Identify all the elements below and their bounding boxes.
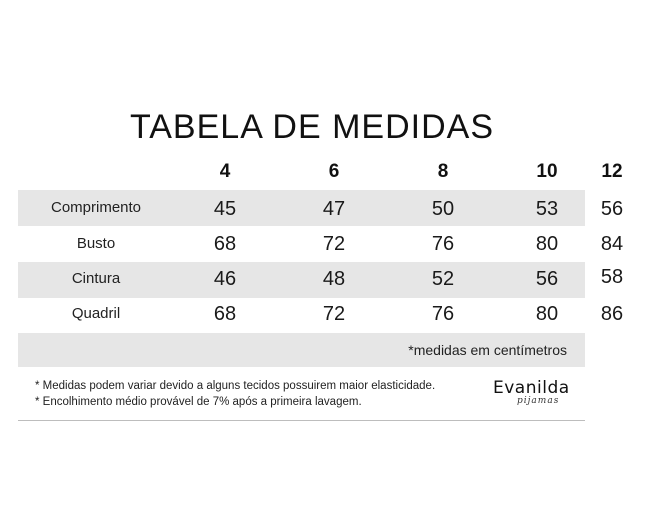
page-title: TABELA DE MEDIDAS [130, 108, 495, 146]
table-cell: 80 [535, 303, 559, 325]
table-cell: 76 [431, 233, 455, 255]
table-cell: 46 [213, 268, 237, 290]
table-cell: 72 [322, 303, 346, 325]
table-cell: 45 [213, 198, 237, 220]
size-header-10: 10 [536, 161, 558, 182]
size-header-8: 8 [437, 161, 449, 182]
table-cell: 52 [431, 268, 455, 290]
table-cell: 56 [600, 198, 624, 220]
bottom-divider [18, 420, 585, 421]
table-cell: 58 [600, 266, 624, 288]
size-header-12: 12 [601, 161, 623, 182]
brand-subtitle: pijamas [517, 396, 560, 406]
brand-name: Evanilda [493, 378, 570, 398]
table-cell: 72 [322, 233, 346, 255]
table-cell: 50 [431, 198, 455, 220]
table-cell: 86 [600, 303, 624, 325]
table-cell: 56 [535, 268, 559, 290]
units-note: *medidas em centímetros [408, 342, 567, 358]
table-cell: 47 [322, 198, 346, 220]
table-cell: 68 [213, 303, 237, 325]
footnote-elasticity: * Medidas podem variar devido a alguns tecidos possuirem maior elasticidade. [35, 380, 436, 392]
brand-logo [493, 378, 583, 410]
table-cell: 80 [535, 233, 559, 255]
row-label-comprimento: Comprimento [50, 199, 142, 216]
table-cell: 84 [600, 233, 624, 255]
size-header-4: 4 [219, 161, 231, 182]
row-label-cintura: Cintura [71, 270, 121, 287]
table-cell: 76 [431, 303, 455, 325]
row-label-quadril: Quadril [71, 305, 121, 322]
units-note-band [18, 333, 585, 367]
table-cell: 48 [322, 268, 346, 290]
table-cell: 68 [213, 233, 237, 255]
footnote-shrinkage: * Encolhimento médio provável de 7% após a primeira lavagem. [35, 396, 362, 408]
size-header-6: 6 [328, 161, 340, 182]
table-cell: 53 [535, 198, 559, 220]
row-label-busto: Busto [76, 235, 116, 252]
